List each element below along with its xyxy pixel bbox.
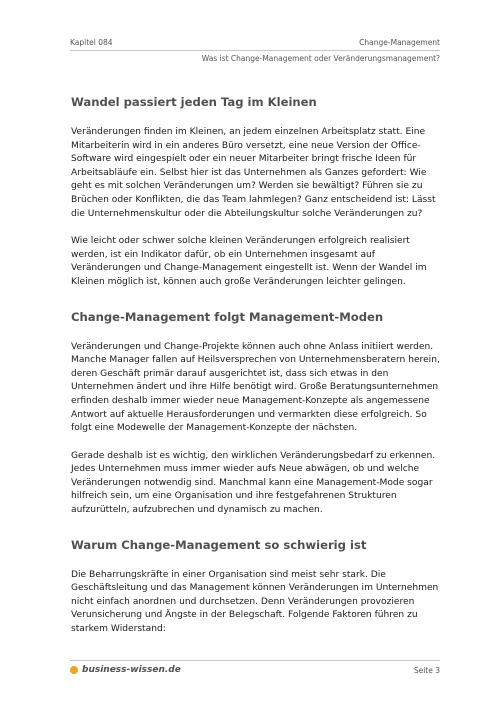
document-body: [71, 95, 443, 657]
paragraph: Gerade deshalb ist es wichtig, den wirklichen Veränderungsbedarf zu erkennen. Jedes Unternehmen muss immer wieder aufs Neue abwägen, ob und welche Veränderungen notwendig sind. Manchmal kann eine Management-Mode sogar hilfreich sein, um eine Organisation und ihre festgefahrenen Strukturen aufzurütteln, aufzubrechen und dynamisch zu machen.: [71, 450, 436, 516]
section-wandel: [71, 95, 443, 290]
page-footer: [70, 660, 440, 675]
section-schwierig: [71, 538, 443, 637]
paragraph: Veränderungen finden im Kleinen, an jedem einzelnen Arbeitsplatz statt. Eine Mitarbeiterin wird in ein anderes Büro versetzt, eine neue Version der Office-Software wird eingespielt oder ein neuer Mitarbeiter bringt frische Ideen für Arbeitsabläufe ein. Selbst hier ist das Unternehmen als Ganzes gefordert: Wie geht es mit solchen Veränderungen um? Werden sie bewältigt? Führen sie zu Brüchen oder Konflikten, die das Team lahmlegen? Ganz entscheidend ist: Lässt die Unternehmenskultur oder die Abteilungskultur solche Veränderungen zu?: [71, 127, 436, 219]
paragraph: Die Beharrungskräfte in einer Organisation sind meist sehr stark. Die Geschäftsleitung und das Management können Veränderungen im Unternehmen nicht einfach anordnen und durchsetzen. Denn Veränderungen provozieren Verunsicherung und Ängste in der Belegschaft. Folgende Faktoren führen zu starkem Widerstand:: [71, 569, 439, 635]
section-management-moden: [71, 310, 443, 518]
section-heading: Change-Management folgt Management-Moden: [71, 309, 384, 324]
header-divider: [70, 50, 440, 51]
logo-text: business-wissen.de: [82, 665, 181, 675]
paragraph: Veränderungen und Change-Projekte können auch ohne Anlass initiiert werden. Manche Manager fallen auf Heilsversprechen von Unternehmensberatern herein, deren Geschäft primär darauf ausgerichtet ist, dass sich etwas in den Unternehmen ändert und ihre Hilfe benötigt wird. Große Beratungsunternehmen erfinden deshalb immer wieder neue Management-Konzepte als angemessene Antwort auf aktuelle Herausforderungen und vermarkten diese erfolgreich. So folgt eine Modewelle der Management-Konzepte der nächsten.: [71, 341, 440, 434]
topic-label: Change-Management: [359, 38, 440, 47]
business-wissen-logo: [70, 665, 181, 675]
section-heading: Wandel passiert jeden Tag im Kleinen: [71, 95, 317, 109]
section-heading: Warum Change-Management so schwierig ist: [71, 537, 367, 552]
page-header: [70, 38, 440, 63]
footer-divider: [70, 660, 440, 661]
paragraph: Wie leicht oder schwer solche kleinen Veränderungen erfolgreich realisiert werden, ist ein Indikator dafür, ob ein Unternehmen insgesamt auf Veränderungen und Change-Management eingestellt ist. Wenn der Wandel im Kleinen möglich ist, können auch große Veränderungen leichter gelingen.: [71, 236, 427, 287]
orange-dot-icon: [70, 666, 78, 674]
header-row: [70, 38, 440, 47]
page-number: Seite 3: [413, 665, 440, 675]
chapter-label: Kapitel 084: [70, 38, 113, 47]
footer-row: [70, 665, 440, 675]
header-subtitle: Was ist Change-Management oder Veränderungsmanagement?: [201, 54, 440, 63]
